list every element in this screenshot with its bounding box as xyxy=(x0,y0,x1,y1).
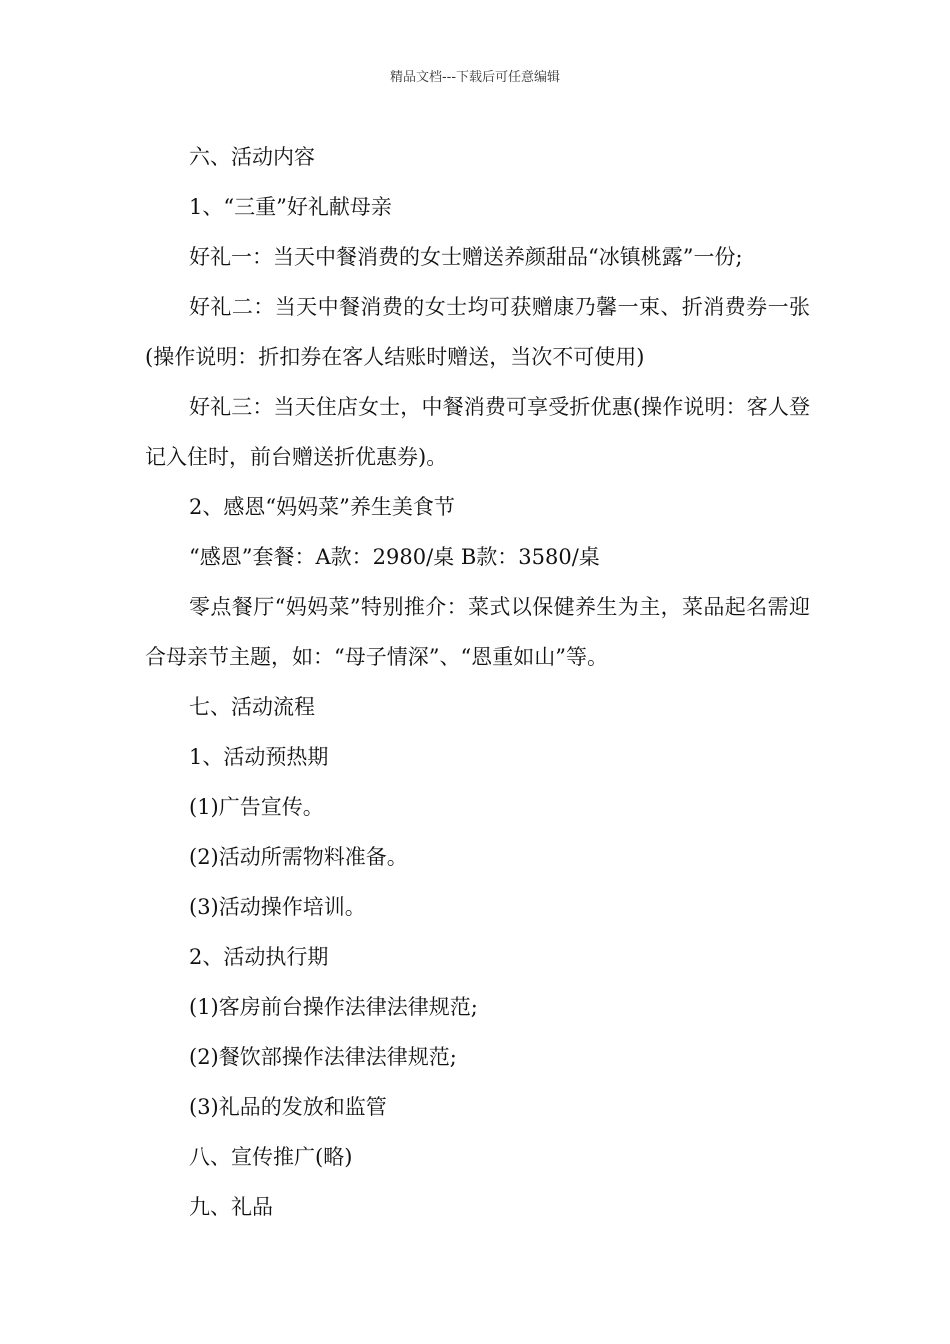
section-heading: 七、活动流程 xyxy=(189,695,315,719)
list-item: (2)活动所需物料准备。 xyxy=(189,845,408,869)
document-body xyxy=(145,132,810,1232)
subsection-heading: 1、“三重”好礼献母亲 xyxy=(189,195,392,219)
list-item: (2)餐饮部操作法律法律规范; xyxy=(189,1045,457,1069)
list-item: (1)广告宣传。 xyxy=(189,795,324,819)
section-heading: 九、礼品 xyxy=(189,1195,273,1219)
list-item: (3)礼品的发放和监管 xyxy=(189,1095,387,1119)
paragraph: “感恩”套餐：A款：2980/桌 B款：3580/桌 xyxy=(189,545,600,569)
page-header: 精品文档---下载后可任意编辑 xyxy=(389,70,561,85)
section-heading: 八、宣传推广(略) xyxy=(189,1145,353,1169)
paragraph: 好礼二：当天中餐消费的女士均可获赠康乃馨一束、折消费券一张(操作说明：折扣券在客人结账时赠送，当次不可使用) xyxy=(145,295,810,369)
subsection-heading: 2、活动执行期 xyxy=(189,945,329,969)
list-item: (3)活动操作培训。 xyxy=(189,895,366,919)
section-heading: 六、活动内容 xyxy=(189,145,315,169)
subsection-heading: 2、感恩“妈妈菜”养生美食节 xyxy=(189,495,455,519)
subsection-heading: 1、活动预热期 xyxy=(189,745,329,769)
list-item: (1)客房前台操作法律法律规范; xyxy=(189,995,478,1019)
paragraph: 零点餐厅“妈妈菜”特别推介：菜式以保健养生为主，菜品起名需迎合母亲节主题，如：“母子情深”、“恩重如山”等。 xyxy=(145,595,810,669)
paragraph: 好礼一：当天中餐消费的女士赠送养颜甜品“冰镇桃露”一份; xyxy=(189,245,743,269)
paragraph: 好礼三：当天住店女士，中餐消费可享受折优惠(操作说明：客人登记入住时，前台赠送折优惠券)。 xyxy=(145,395,810,469)
